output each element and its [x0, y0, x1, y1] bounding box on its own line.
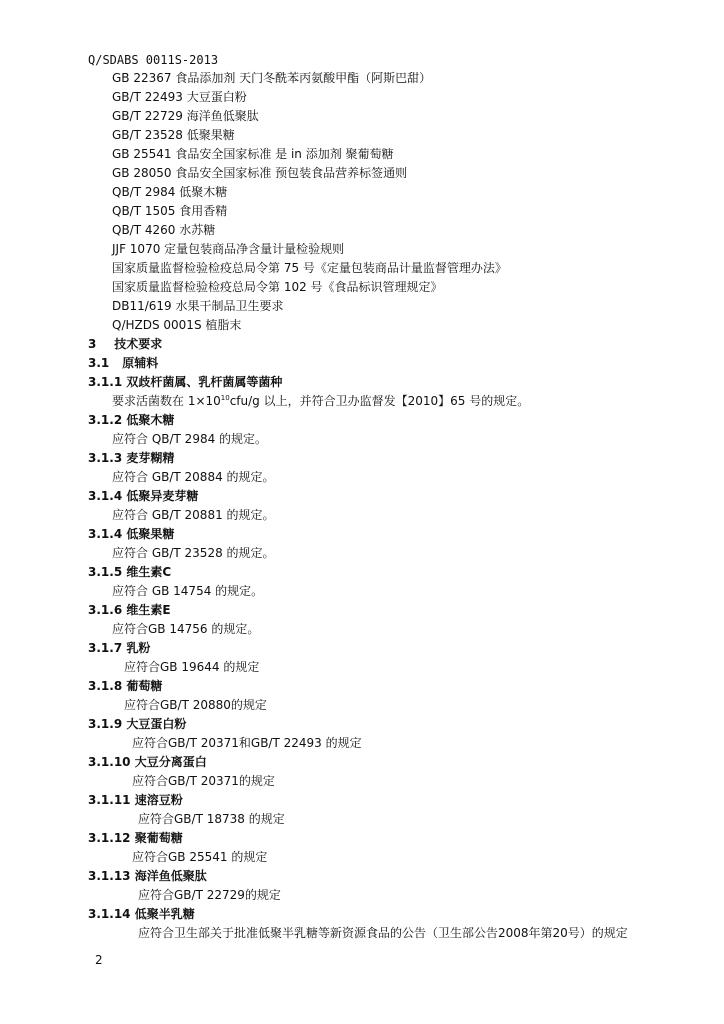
section-heading [88, 867, 207, 885]
reference-item: QB/T 4260 水苏糖 [112, 223, 216, 237]
section-text: 应符合GB/T 20371的规定 [132, 774, 275, 788]
section-text: 应符合GB/T 20880的规定 [124, 698, 267, 712]
section-title: 速溶豆粉 [134, 793, 183, 807]
section-heading [88, 411, 174, 429]
section-title: 低聚木糖 [126, 413, 175, 427]
section-heading [88, 829, 183, 847]
section-heading [88, 791, 183, 809]
section-text: 应符合 GB 14754 的规定。 [112, 584, 264, 598]
section-heading [88, 677, 162, 695]
section-text: 应符合 GB/T 20884 的规定。 [112, 470, 275, 484]
section-text: 应符合GB 25541 的规定 [132, 850, 268, 864]
section-heading [88, 335, 162, 353]
section-heading [88, 601, 171, 619]
section-title: 低聚异麦芽糖 [126, 489, 199, 503]
section-text-part: cfu/g 以上，并符合卫办监督发【2010】65 号的规定。 [229, 394, 530, 408]
reference-item: Q/HZDS 0001S 植脂末 [112, 318, 242, 332]
reference-item: JJF 1070 定量包装商品净含量计量检验规则 [112, 242, 345, 256]
reference-item: GB/T 22493 大豆蛋白粉 [112, 90, 247, 104]
section-number: 3.1.3 [88, 451, 123, 465]
reference-item: GB/T 23528 低聚果糖 [112, 128, 235, 142]
superscript-exponent: 10 [220, 394, 230, 402]
section-heading [88, 525, 174, 543]
section-title: 大豆蛋白粉 [126, 717, 187, 731]
section-title: 大豆分离蛋白 [134, 755, 207, 769]
section-number: 3.1.4 [88, 489, 123, 503]
section-title: 聚葡萄糖 [134, 831, 183, 845]
reference-item: QB/T 1505 食用香精 [112, 204, 228, 218]
section-heading [88, 639, 150, 657]
section-title: 低聚半乳糖 [134, 907, 195, 921]
section-number: 3 [88, 337, 97, 351]
section-number: 3.1.4 [88, 527, 123, 541]
reference-item: GB 28050 食品安全国家标准 预包装食品营养标签通则 [112, 166, 408, 180]
section-heading [88, 563, 171, 581]
section-text: 应符合GB 14756 的规定。 [112, 622, 260, 636]
section-heading [88, 905, 195, 923]
section-text: 应符合 GB/T 20881 的规定。 [112, 508, 275, 522]
section-number: 3.1.12 [88, 831, 131, 845]
section-number: 3.1.5 [88, 565, 123, 579]
section-title: 海洋鱼低聚肽 [134, 869, 207, 883]
section-text: 应符合卫生部关于批准低聚半乳糖等新资源食品的公告（卫生部公告2008年第20号）的规定 [138, 926, 628, 940]
section-title: 维生素E [126, 603, 171, 617]
section-title: 低聚果糖 [126, 527, 175, 541]
section-title: 双歧杆菌属、乳杆菌属等菌种 [126, 375, 283, 389]
section-title: 技术要求 [114, 337, 163, 351]
section-number: 3.1.13 [88, 869, 131, 883]
section-text: 应符合GB 19644 的规定 [124, 660, 260, 674]
page-number: 2 [95, 953, 103, 967]
section-heading [88, 373, 282, 391]
section-number: 3.1 [88, 356, 110, 370]
section-number: 3.1.8 [88, 679, 123, 693]
section-title: 乳粉 [126, 641, 151, 655]
section-number: 3.1.9 [88, 717, 123, 731]
section-heading [88, 753, 207, 771]
section-text: 应符合GB/T 20371和GB/T 22493 的规定 [132, 736, 362, 750]
section-title: 麦芽糊精 [126, 451, 175, 465]
reference-item: GB 22367 食品添加剂 天门冬酰苯丙氨酸甲酯（阿斯巴甜） [112, 71, 432, 85]
section-title: 维生素C [126, 565, 172, 579]
reference-item: GB/T 22729 海洋鱼低聚肽 [112, 109, 259, 123]
section-text: 应符合GB/T 18738 的规定 [138, 812, 285, 826]
section-heading [88, 354, 158, 372]
reference-item: DB11/619 水果干制品卫生要求 [112, 299, 284, 313]
section-number: 3.1.2 [88, 413, 123, 427]
section-text: 应符合 GB/T 23528 的规定。 [112, 546, 275, 560]
section-number: 3.1.6 [88, 603, 123, 617]
section-number: 3.1.11 [88, 793, 131, 807]
section-text [112, 392, 529, 410]
section-title: 原辅料 [122, 356, 159, 370]
section-title: 葡萄糖 [126, 679, 163, 693]
section-number: 3.1.14 [88, 907, 131, 921]
reference-item: 国家质量监督检验检疫总局令第 75 号《定量包装商品计量监督管理办法》 [112, 261, 507, 275]
reference-item: GB 25541 食品安全国家标准 是 in 添加剂 聚葡萄糖 [112, 147, 394, 161]
document-code: Q/SDABS 0011S-2013 [88, 53, 219, 67]
section-heading [88, 715, 186, 733]
section-text-part: 要求活菌数在 1×10 [112, 394, 221, 408]
reference-item: 国家质量监督检验检疫总局令第 102 号《食品标识管理规定》 [112, 280, 443, 294]
reference-item: QB/T 2984 低聚木糖 [112, 185, 228, 199]
section-heading [88, 487, 198, 505]
section-number: 3.1.1 [88, 375, 123, 389]
section-number: 3.1.7 [88, 641, 123, 655]
section-text: 应符合 QB/T 2984 的规定。 [112, 432, 268, 446]
section-text: 应符合GB/T 22729的规定 [138, 888, 281, 902]
section-number: 3.1.10 [88, 755, 131, 769]
section-heading [88, 449, 174, 467]
